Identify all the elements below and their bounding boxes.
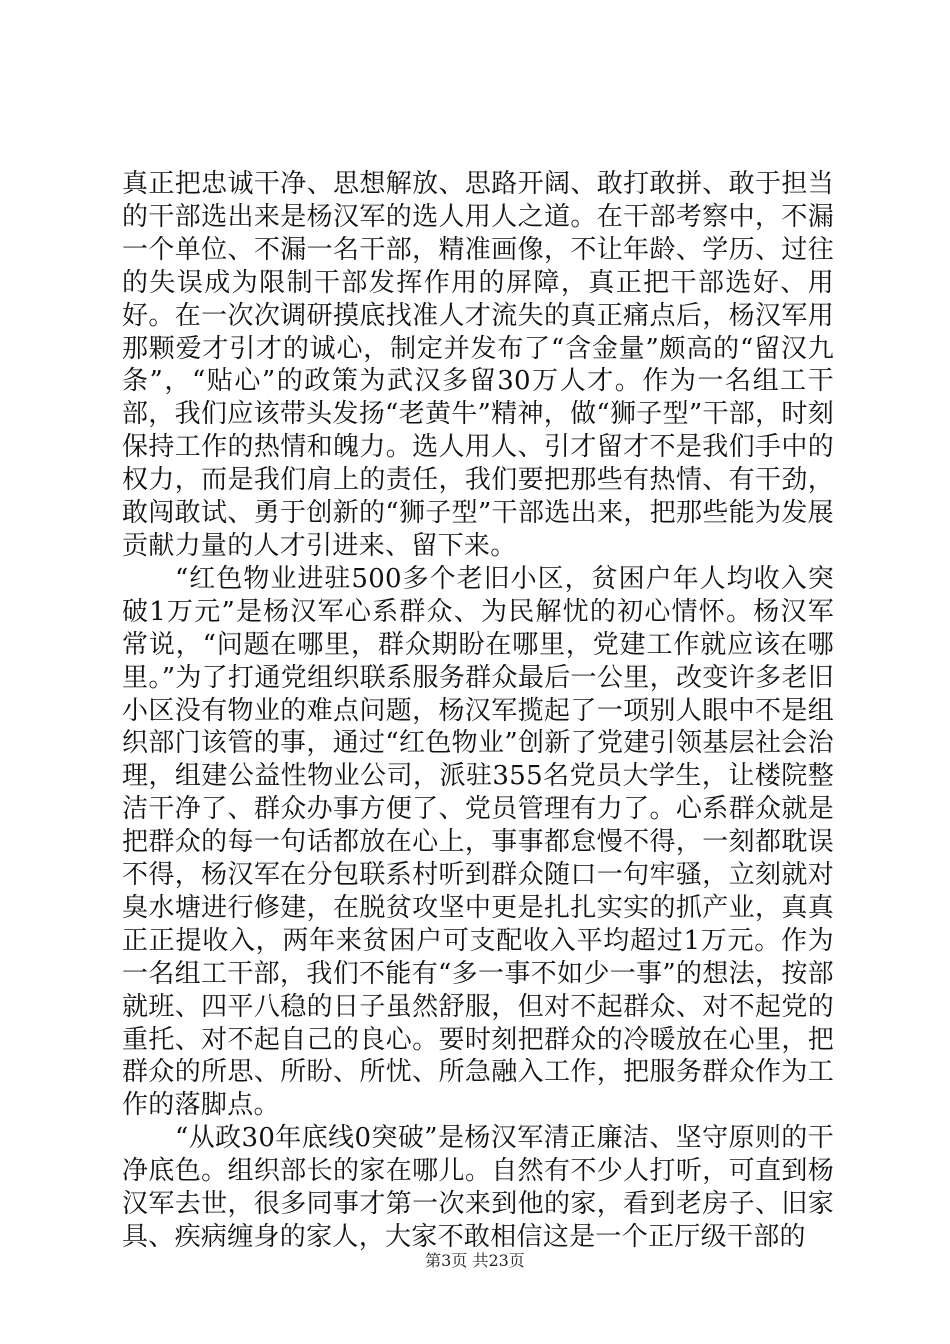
paragraph-3: “从政30年底线0突破”是杨汉军清正廉洁、坚守原则的干净底色。组织部长的家在哪儿。自然有不少人打听，可直到杨汉军去世，很多同事才第一次来到他的家，看到老房子、旧家具、疾病缠身的家人，大家不敢相信这是一个正厅级干部的 [122, 1123, 834, 1252]
paragraph-2: “红色物业进驻500多个老旧小区，贫困户年人均收入突破1万元”是杨汉军心系群众、为民解忧的初心情怀。杨汉军常说，“问题在哪里，群众期盼在哪里，党建工作就应该在哪里。”为了打通党组织联系服务群众最后一公里，改变许多老旧小区没有物业的难点问题，杨汉军揽起了一项别人眼中不是组织部门该管的事，通过“红色物业”创新了党建引领基层社会治理，组建公益性物业公司，派驻355名党员大学生，让楼院整洁干净了、群众办事方便了、党员管理有力了。心系群众就是把群众的每一句话都放在心上，事事都怠慢不得，一刻都耽误不得，杨汉军在分包联系村听到群众随口一句牢骚，立刻就对臭水塘进行修建，在脱贫攻坚中更是扎扎实实的抓产业，真真正正提收入，两年来贫困户可支配收入平均超过1万元。作为一名组工干部，我们不能有“多一事不如少一事”的想法，按部就班、四平八稳的日子虽然舒服，但对不起群众、对不起党的重托、对不起自己的良心。要时刻把群众的冷暖放在心里，把群众的所思、所盼、所忧、所急融入工作，把服务群众作为工作的落脚点。 [122, 563, 834, 1121]
document-body [122, 168, 834, 1254]
page-footer: 第3页 共23页 [425, 1251, 525, 1270]
paragraph-1: 真正把忠诚干净、思想解放、思路开阔、敢打敢拼、敢于担当的干部选出来是杨汉军的选人用人之道。在干部考察中，不漏一个单位、不漏一名干部，精准画像，不让年龄、学历、过往的失误成为限制干部发挥作用的屏障，真正把干部选好、用好。在一次次调研摸底找准人才流失的真正痛点后，杨汉军用那颗爱才引才的诚心，制定并发布了“含金量”颇高的“留汉九条”，“贴心”的政策为武汉多留30万人才。作为一名组工干部，我们应该带头发扬“老黄牛”精神，做“狮子型”干部，时刻保持工作的热情和魄力。选人用人、引才留才不是我们手中的权力，而是我们肩上的责任，我们要把那些有热情、有干劲，敢闯敢试、勇于创新的“狮子型”干部选出来，把那些能为发展贡献力量的人才引进来、留下来。 [122, 169, 834, 561]
